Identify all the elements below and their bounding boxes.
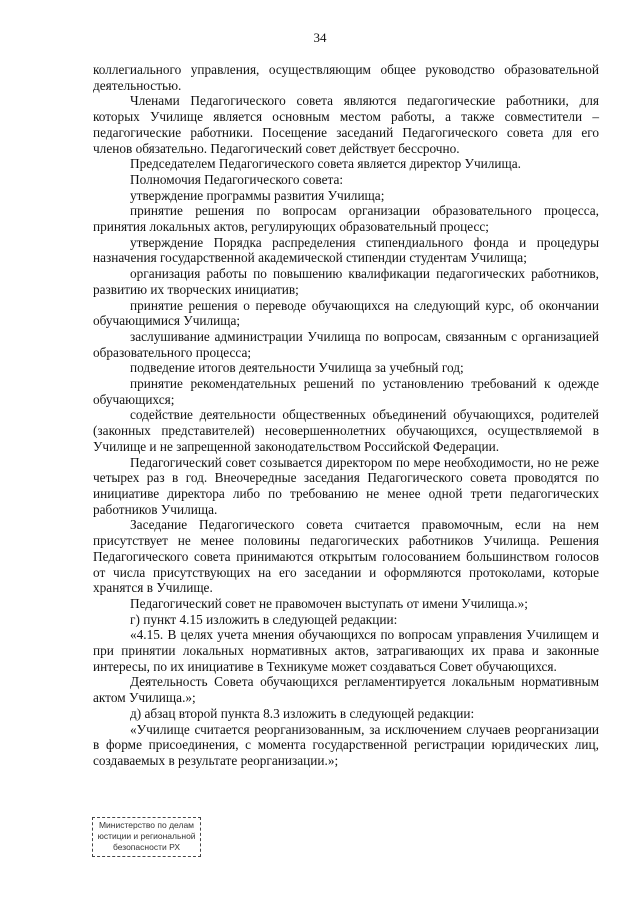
- paragraph: Педагогический совет созывается директором по мере необходимости, но не реже четырех раз в год. Внеочередные заседания Педагогического совета проводятся по инициативе директора либо по требованию не менее одной трети педагогических работников Училища.: [93, 454, 599, 517]
- paragraph: принятие решения о переводе обучающихся на следующий курс, об окончании обучающимися Училища;: [93, 297, 599, 329]
- paragraph: д) абзац второй пункта 8.3 изложить в следующей редакции:: [130, 705, 475, 721]
- paragraph: принятие решения по вопросам организации образовательного процесса, принятия локальных актов, регулирующих образовательный процесс;: [93, 203, 599, 235]
- paragraph: Председателем Педагогического совета является директор Училища.: [130, 156, 521, 172]
- paragraph: «4.15. В целях учета мнения обучающихся по вопросам управления Училищем и при принятии локальных нормативных актов, затрагивающих их права и законные интересы, по их инициативе в Техникуме может создаваться Совет обучающихся.: [93, 627, 599, 674]
- stamp-line: Министерство по делам: [98, 820, 195, 830]
- document-body: [93, 62, 599, 769]
- paragraph: организация работы по повышению квалификации педагогических работников, развитию их творческих инициатив;: [93, 266, 599, 297]
- paragraph: заслушивание администрации Училища по вопросам, связанным с организацией образовательного процесса;: [93, 328, 599, 360]
- paragraph: принятие рекомендательных решений по установлению требований к одежде обучающихся;: [93, 376, 599, 407]
- stamp-line: безопасности РХ: [112, 842, 181, 852]
- page-number: 34: [313, 30, 327, 45]
- paragraph: Деятельность Совета обучающихся регламентируется локальным нормативным актом Училища.»;: [93, 674, 599, 706]
- paragraph: утверждение программы развития Училища;: [130, 187, 385, 203]
- registration-stamp: [92, 817, 201, 857]
- paragraph: содействие деятельности общественных объединений обучающихся, родителей (законных представителей) несовершеннолетних обучающихся, осуществляемой в Училище и не запрещенной законодательством Российской Федерации.: [93, 407, 599, 454]
- paragraph: Заседание Педагогического совета считается правомочным, если на нем присутствует не менее половины педагогических работников Училища. Решения Педагогического совета принимаются открытым голосованием большинством голосов от числа присутствующих на его заседании и оформляются протоколами, которые хранятся в Училище.: [93, 517, 599, 596]
- paragraph: Членами Педагогического совета являются педагогические работники, для которых Училище является основным местом работы, а также совместители – педагогические работники. Посещение заседаний Педагогического совета для его членов обязательно. Педагогический совет действует бессрочно.: [93, 93, 599, 156]
- paragraph: г) пункт 4.15 изложить в следующей редакции:: [130, 611, 398, 627]
- stamp-line: юстиции и региональной: [97, 831, 196, 841]
- paragraph: «Училище считается реорганизованным, за исключением случаев реорганизации в форме присоединения, с момента государственной регистрации юридических лиц, создаваемых в результате реорганизации.»;: [93, 721, 599, 768]
- paragraph: Педагогический совет не правомочен выступать от имени Училища.»;: [130, 595, 528, 611]
- paragraph: Полномочия Педагогического совета:: [130, 171, 344, 187]
- paragraph: коллегиального управления, осуществляющим общее руководство образовательной деятельностью.: [93, 62, 599, 93]
- paragraph: утверждение Порядка распределения стипендиального фонда и процедуры назначения государственной академической стипендии студентам Училища;: [93, 234, 599, 266]
- paragraph: подведение итогов деятельности Училища за учебный год;: [130, 360, 464, 376]
